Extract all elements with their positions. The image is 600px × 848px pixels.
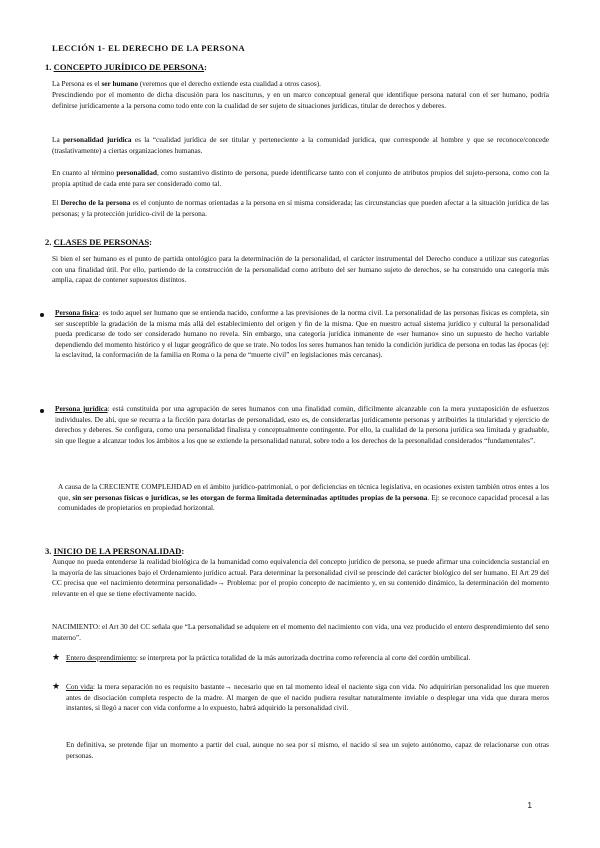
s3-paragraph-conclusion: En definitiva, se pretende fijar un momento a partir del cual, aunque no sea por sí mismo, el nacido sí sea un sujeto autónomo, capaz de relacionarse con otras personas. [66, 740, 549, 760]
section-1-title: CONCEPTO JURÍDICO DE PERSONA [53, 62, 205, 72]
section-1-number: 1. [45, 62, 52, 72]
star-icon: ★ [52, 653, 61, 663]
s1-paragraph-2: Prescindiendo por el momento de dicha discusión para los nasciturus, y en un marco conceptual general que identifique persona natural con el ser humano, podría definirse jurídicamente a la persona como todo ente con la cualidad de ser sujeto de situaciones jurídicas, titular de derechos y deberes. [52, 90, 549, 110]
section-3-colon: : [181, 546, 185, 556]
s2-bullet-persona-juridica: Persona jurídica: está constituida por una agrupación de seres humanos con una finalidad común, difícilmente alcanzable con la mera yuxtaposición de esfuerzos individuales. De ahí, que se recurra a la ficción para dotarlas de personalidad, esto es, de considerarlas jurídicamente personas y atribuirles la titularidad y ejercicio de derechos y deberes. Se configura, como una personalidad finalista y conceptualmente contingente. Por ello, la cualidad de la persona jurídica sea limitada y graduable, sin que llegue a alcanzar todos los ámbitos a los que se extiende la personalidad natural, sobre todo a los derechos de la personalidad considerados “fundamentales”. [55, 404, 549, 445]
s1-paragraph-5: El Derecho de la persona es el conjunto de normas orientadas a la persona en sí misma considerada; las circunstancias que pueden afectar a la situación jurídica de las personas; y la protección jurídico-civil de la persona. [52, 198, 549, 218]
s1-paragraph-4: En cuanto al término personalidad, como sustantivo distinto de persona, puede identificarse tanto con el conjunto de atributos propios del sujeto-persona, como con la propia aptitud de cada ente para ser considerado como tal. [52, 168, 549, 188]
s1-paragraph-3: La personalidad jurídica es la “cualidad jurídica de ser titular y perteneciente a la comunidad jurídica, que corresponde al hombre y que se reconoce/concede (traslativamente) a ciertas organizaciones humanas. [52, 135, 549, 155]
section-2-title: CLASES DE PERSONAS [53, 237, 150, 247]
page-title: LECCIÓN 1- EL DERECHO DE LA PERSONA [52, 43, 246, 53]
section-3-heading [45, 546, 184, 556]
s2-bullet-persona-fisica: Persona física: es todo aquel ser humano que se entienda nacido, conforme a las previsiones de la norma civil. La personalidad de las personas físicas es completa, sin ser susceptible la gradación de la misma más allá del establecimiento del origen y fin de la misma. Que en nuestro actual sistema jurídico y cultural la personalidad pueda predicarse de todo ser considerado humano no revela. Sin embargo, una categoría jurídica inmanente de «ser humano» sino un supuesto de hecho variable dependiendo del momento histórico y el lugar geográfico de que se trate. No todos los seres humanos han tenido la condición jurídica de persona en todas las épocas (ej: la esclavitud, la conformación de la familia en Roma o la pena de “muerte civil” en legislaciones más cercanas). [55, 308, 549, 360]
s3-star-con-vida: Con vida: la mera separación no es requisito bastante→ necesario que en tal momento ideal el naciente siga con vida. No adquirirían personalidad los que mueren antes de disociación completa respecto de la madre. Al margen de que el nacido pudiera resultar naturalmente inviable o desplegar una vida que durara meros instantes, si llegó a nacer con vida conforme a lo expuesto, habrá adquirido la personalidad civil. [66, 682, 549, 713]
s2-paragraph-1: Si bien el ser humano es el punto de partida ontológico para la determinación de la personalidad, el carácter instrumental del Derecho conduce a utilizar sus categorías con una finalidad útil. Por ello, partiendo de la construcción de la personalidad como atributo del ser humano sujeto de derechos, se ha construido una categoría más amplia, capaz de contener supuestos distintos. [52, 254, 549, 285]
section-2-colon: : [149, 237, 152, 247]
section-3-number: 3. [45, 546, 52, 556]
section-2-heading [45, 237, 152, 247]
page-number: 1 [527, 801, 532, 810]
s1-paragraph-1: La Persona es el ser humano (veremos que el derecho extiende esta cualidad a otros casos). [52, 79, 321, 88]
s2-paragraph-2: A causa de la CRECIENTE COMPLEJIDAD en el ámbito jurídico-patrimonial, o por deficiencias en técnica legislativa, en ocasiones existen también otros entes a los que, sin ser personas físicas o jurídicas, se les otorgan de forma limitada determinadas aptitudes propias de la persona. Ej: se reconoce capacidad procesal a las comunidades de propietarios en propiedad horizontal. [58, 482, 550, 513]
s3-star-entero-desprendimiento: Entero desprendimiento: se interpreta por la práctica totalidad de la más autorizada doctrina como referencia al corte del cordón umbilical. [66, 653, 471, 662]
star-icon: ★ [52, 682, 61, 692]
bullet-dot-icon [40, 313, 44, 317]
s3-paragraph-1: Aunque no pueda entenderse la realidad biológica de la humanidad como equivalencia del concepto jurídico de persona, se puede afirmar una coincidencia sustancial en la mayoría de las situaciones bajo el Ordenamiento jurídico actual. Para determinar la personalidad civil se prescinde del carácter biológico del ser humano. El Art 29 del CC precisa que «el nacimiento determina personalidad»→ Problema: por el propio concepto de nacimiento y, en su contenido dinámico, la determinación del momento relevante en el que se tiene efectivamente nacido. [52, 557, 549, 598]
section-1-heading [45, 62, 207, 72]
s3-paragraph-nacimiento: NACIMIENTO: el Art 30 del CC señala que “La personalidad se adquiere en el momento del nacimiento con vida, una vez producido el entero desprendimiento del seno materno”. [52, 622, 549, 642]
section-1-colon: : [204, 62, 207, 72]
section-2-number: 2. [45, 237, 52, 247]
bullet-dot-icon [40, 409, 44, 413]
section-3-title: INICIO DE LA PERSONALIDAD [53, 546, 182, 556]
